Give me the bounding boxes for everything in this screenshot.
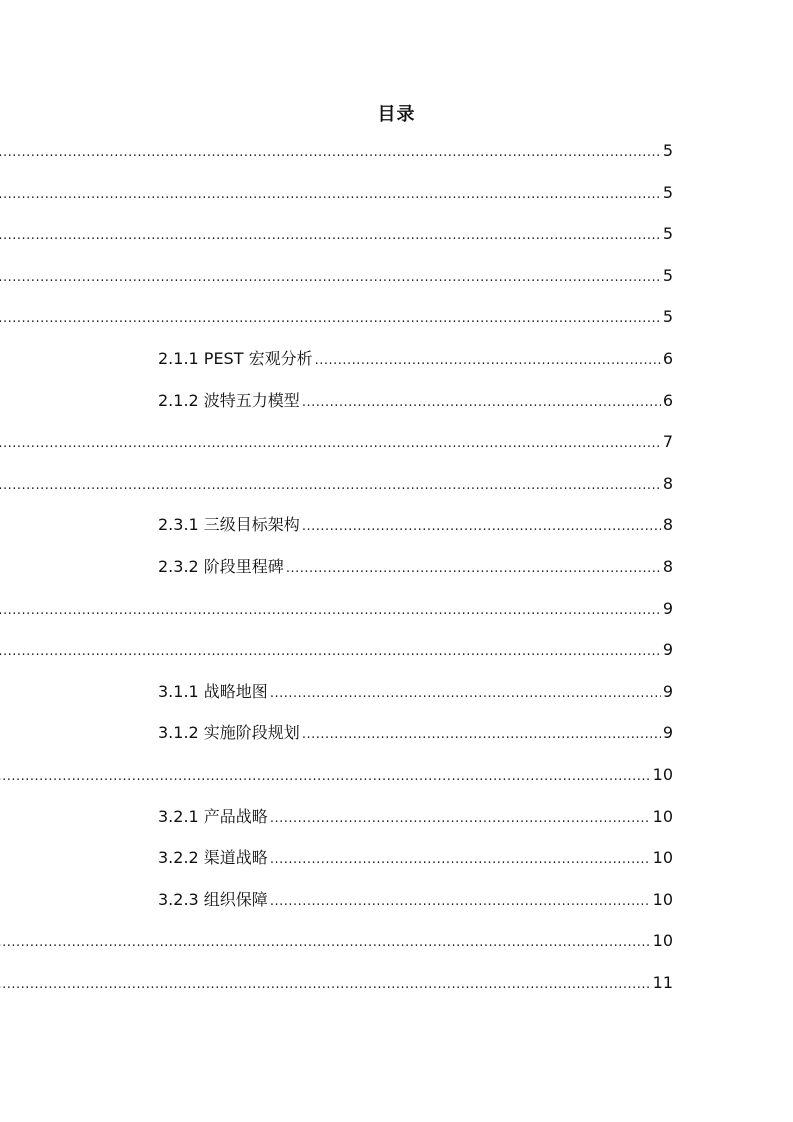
toc-page-number: 8	[662, 515, 673, 535]
toc-dot-leader	[0, 473, 661, 499]
toc-dot-leader	[0, 639, 661, 665]
toc-page-number: 5	[662, 182, 673, 202]
toc-entry-label: 3.2.2 渠道战略	[158, 848, 268, 868]
toc-dot-leader	[302, 514, 661, 540]
toc-entry[interactable]	[158, 804, 673, 830]
toc-page-number: 10	[652, 806, 673, 826]
toc-page-number: 10	[652, 765, 673, 784]
toc-entry[interactable]	[0, 596, 673, 622]
toc-page-number: 11	[652, 973, 673, 992]
toc-page-number: 9	[662, 598, 673, 618]
toc-entry[interactable]	[0, 180, 673, 206]
toc-entry[interactable]	[158, 679, 673, 705]
toc-page-number: 9	[662, 640, 673, 660]
toc-entry-label: 3.1.1 战略地图	[158, 681, 268, 701]
toc-dot-leader	[0, 182, 661, 208]
toc-entry[interactable]	[0, 928, 673, 954]
toc-page-number: 7	[662, 432, 673, 452]
toc-entry[interactable]	[0, 970, 673, 996]
toc-entry[interactable]	[158, 512, 673, 538]
toc-page-number: 5	[662, 307, 673, 327]
toc-dot-leader	[0, 930, 651, 956]
toc-entry[interactable]	[0, 304, 673, 330]
toc-dot-leader	[302, 722, 661, 748]
toc-entry[interactable]	[0, 221, 673, 247]
toc-dot-leader	[0, 972, 651, 998]
toc-entry[interactable]	[158, 554, 673, 580]
toc-entry[interactable]	[0, 138, 673, 164]
toc-dot-leader	[0, 431, 661, 457]
toc-entry[interactable]	[158, 887, 673, 913]
toc-dot-leader	[0, 265, 661, 291]
toc-entry[interactable]	[0, 637, 673, 663]
toc-dot-leader	[0, 764, 651, 790]
toc-dot-leader	[0, 140, 661, 166]
toc-entry-label: 3.2.1 产品战略	[158, 806, 268, 826]
toc-dot-leader	[270, 806, 651, 832]
toc-page-number: 10	[652, 848, 673, 868]
toc-page-number: 8	[662, 557, 673, 576]
toc-entry-label: 2.1.1 PEST 宏观分析	[158, 349, 313, 368]
toc-dot-leader	[286, 556, 661, 582]
toc-entry-label: 3.2.3 组织保障	[158, 889, 268, 909]
toc-page-number: 6	[662, 390, 673, 410]
toc-entry[interactable]	[158, 720, 673, 746]
toc-page-number: 5	[662, 141, 673, 160]
toc-page-number: 10	[652, 931, 673, 951]
toc-entry[interactable]	[158, 346, 673, 372]
toc-title: 目录	[377, 104, 416, 125]
toc-entry[interactable]	[0, 263, 673, 289]
toc-entry-label: 2.1.2 波特五力模型	[158, 390, 300, 410]
toc-entry[interactable]	[0, 762, 673, 788]
toc-page-number: 10	[652, 889, 673, 909]
toc-dot-leader	[0, 306, 661, 332]
toc-entry-label: 2.3.1 三级目标架构	[158, 515, 300, 535]
toc-dot-leader	[315, 348, 661, 374]
toc-dot-leader	[0, 598, 661, 624]
toc-entry[interactable]	[0, 429, 673, 455]
toc-dot-leader	[270, 889, 651, 915]
toc-dot-leader	[270, 681, 661, 707]
toc-page-number: 6	[662, 349, 673, 368]
toc-entry[interactable]	[158, 845, 673, 871]
toc-entry-label: 3.1.2 实施阶段规划	[158, 723, 300, 743]
toc-entry[interactable]	[0, 471, 673, 497]
toc-page-number: 9	[662, 681, 673, 701]
toc-page-number: 5	[662, 224, 673, 244]
toc-page-number: 5	[662, 265, 673, 285]
toc-entry-label: 2.3.2 阶段里程碑	[158, 557, 284, 576]
toc-dot-leader	[302, 390, 661, 416]
toc-dot-leader	[270, 847, 651, 873]
toc-entry[interactable]	[158, 388, 673, 414]
toc-page-number: 8	[662, 473, 673, 493]
toc-dot-leader	[0, 223, 661, 249]
toc-page-number: 9	[662, 723, 673, 743]
